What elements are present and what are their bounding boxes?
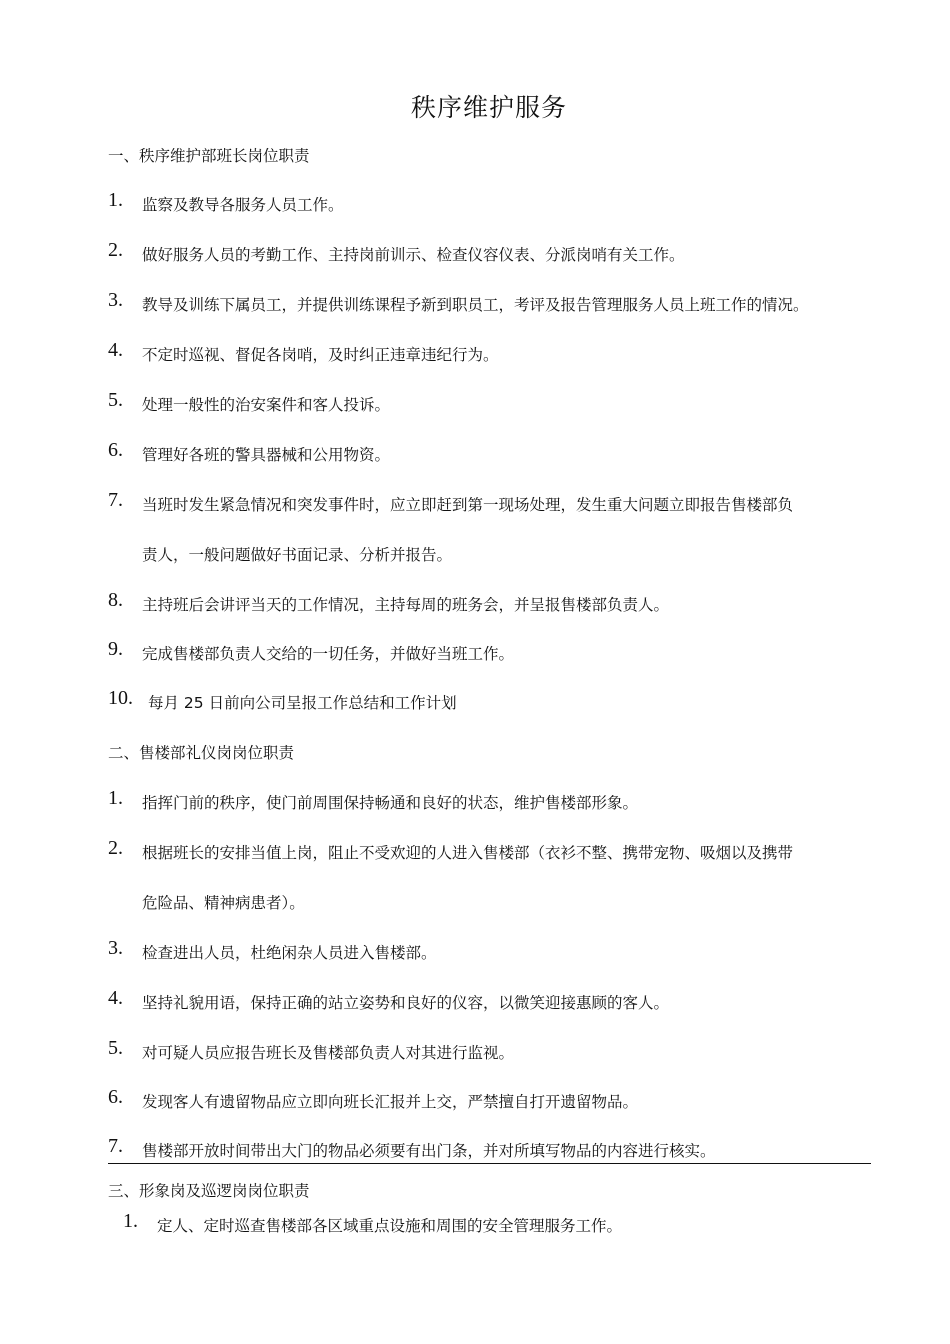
item-text: 当班时发生紧急情况和突发事件时，应立即赶到第一现场处理，发生重大问题立即报告售楼部负: [142, 496, 794, 514]
item-number: 5.: [108, 1037, 123, 1059]
item-text: 处理一般性的治安案件和客人投诉。: [142, 396, 391, 414]
item-number: 1.: [108, 787, 123, 809]
item-text: 指挥门前的秩序，使门前周围保持畅通和良好的状态，维护售楼部形象。: [142, 794, 639, 812]
horizontal-divider: [108, 1163, 871, 1164]
item-text: 发现客人有遗留物品应立即向班长汇报并上交，严禁擅自打开遗留物品。: [142, 1093, 639, 1111]
item-text: 根据班长的安排当值上岗，阻止不受欢迎的人进入售楼部（衣衫不整、携带宠物、吸烟以及携带: [142, 844, 794, 862]
item-number: 7.: [108, 1135, 123, 1157]
item-number: 6.: [108, 1086, 123, 1108]
item-text: 做好服务人员的考勤工作、主持岗前训示、检查仪容仪表、分派岗哨有关工作。: [142, 246, 685, 264]
item-number: 1.: [108, 189, 123, 211]
item-text: 主持班后会讲评当天的工作情况，主持每周的班务会，并呈报售楼部负责人。: [142, 596, 670, 614]
item-text: 定人、定时巡查售楼部各区域重点设施和周围的安全管理服务工作。: [157, 1217, 623, 1235]
section-heading: 一、秩序维护部班长岗位职责: [108, 147, 310, 165]
item-number: 6.: [108, 439, 123, 461]
item-text: 坚持礼貌用语，保持正确的站立姿势和良好的仪容，以微笑迎接惠顾的客人。: [142, 994, 670, 1012]
section-heading: 三、形象岗及巡逻岗岗位职责: [108, 1182, 310, 1200]
item-number: 5.: [108, 389, 123, 411]
item-text: 完成售楼部负责人交给的一切任务，并做好当班工作。: [142, 645, 515, 663]
page-title: 秩序维护服务: [410, 93, 567, 122]
item-number: 9.: [108, 638, 123, 660]
item-number: 7.: [108, 489, 123, 511]
item-text: 每月 25 日前向公司呈报工作总结和工作计划: [148, 694, 457, 712]
item-text: 监察及教导各服务人员工作。: [142, 196, 344, 214]
item-number: 4.: [108, 987, 123, 1009]
item-text: 售楼部开放时间带出大门的物品必须要有出门条，并对所填写物品的内容进行核实。: [142, 1142, 716, 1160]
item-number: 10.: [108, 687, 133, 709]
item-text: 教导及训练下属员工，并提供训练课程予新到职员工，考评及报告管理服务人员上班工作的情况。: [142, 296, 809, 314]
item-text: 对可疑人员应报告班长及售楼部负责人对其进行监视。: [142, 1044, 515, 1062]
item-number: 3.: [108, 289, 123, 311]
section-heading: 二、售楼部礼仪岗岗位职责: [108, 744, 295, 762]
item-number: 3.: [108, 937, 123, 959]
item-number: 8.: [108, 589, 123, 611]
item-number: 1.: [123, 1210, 138, 1232]
item-text-continued: 危险品、精神病患者）。: [142, 894, 305, 912]
item-text-continued: 责人，一般问题做好书面记录、分析并报告。: [142, 546, 453, 564]
item-number: 2.: [108, 239, 123, 261]
item-number: 2.: [108, 837, 123, 859]
item-text: 管理好各班的警具器械和公用物资。: [142, 446, 391, 464]
item-number: 4.: [108, 339, 123, 361]
item-text: 检查进出人员，杜绝闲杂人员进入售楼部。: [142, 944, 437, 962]
item-text: 不定时巡视、督促各岗哨，及时纠正违章违纪行为。: [142, 346, 499, 364]
